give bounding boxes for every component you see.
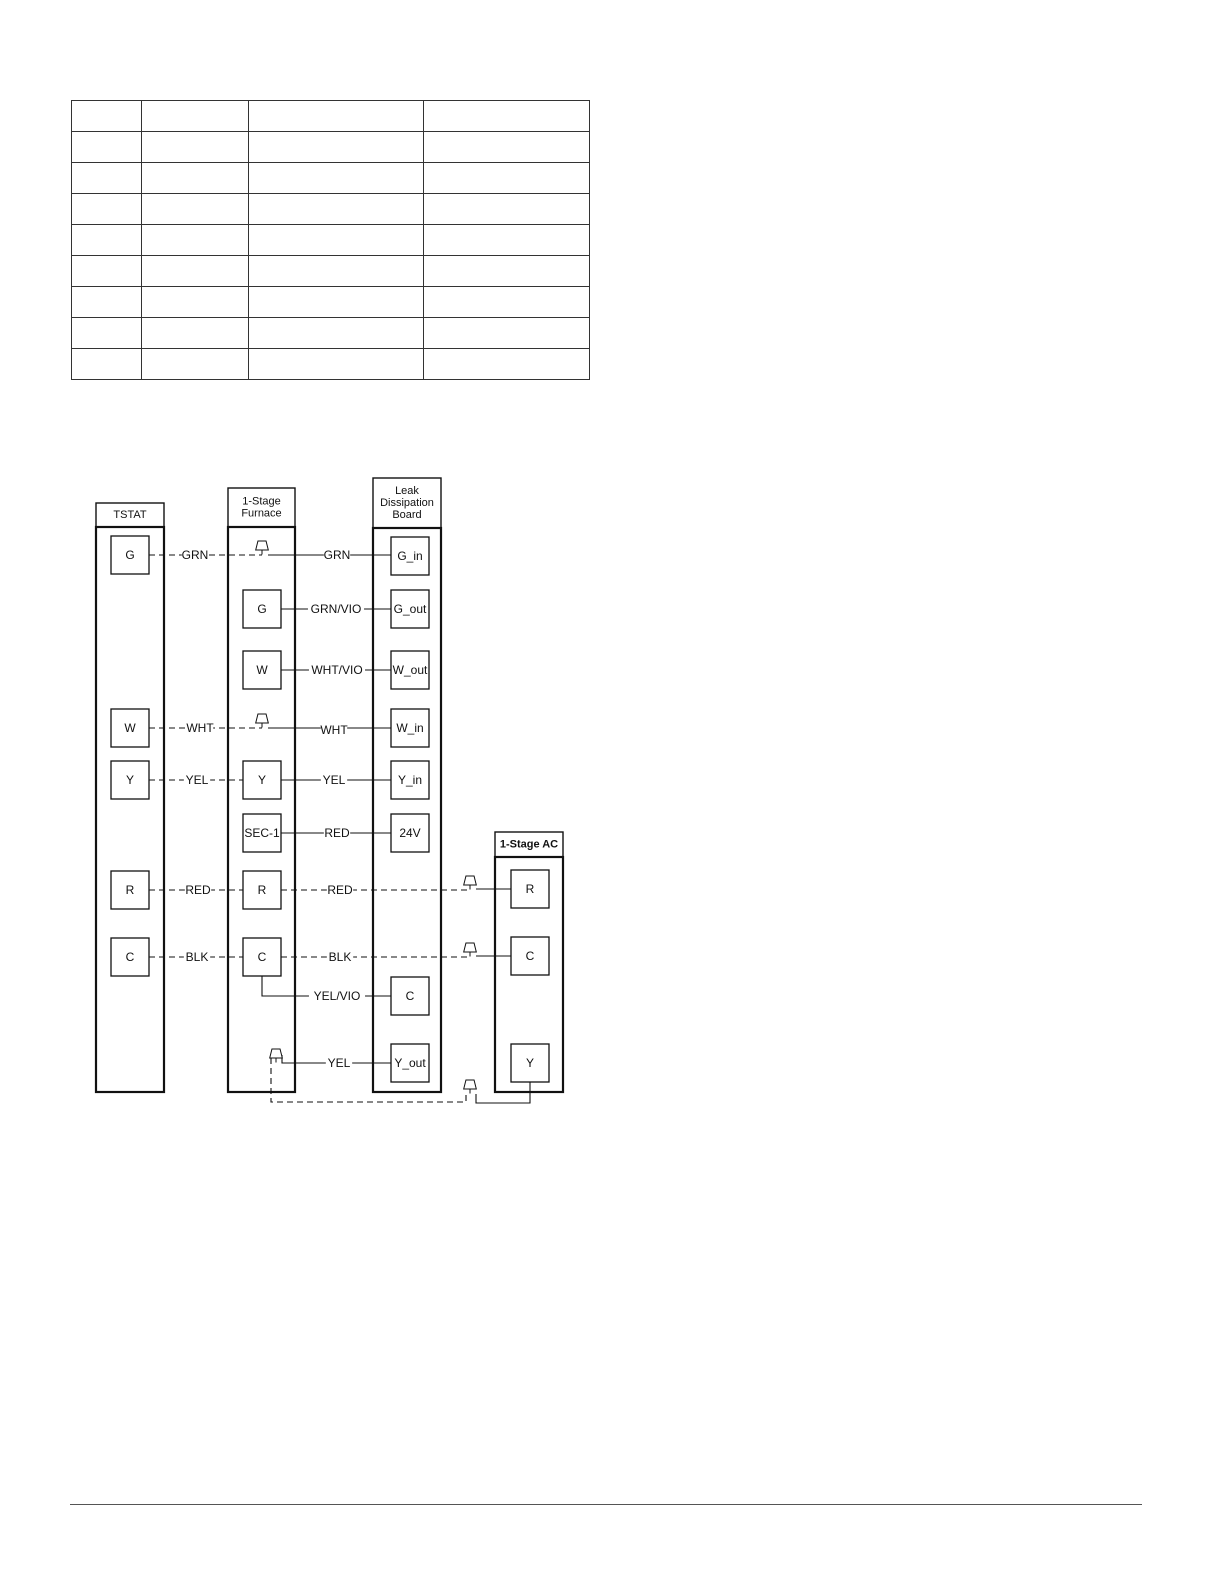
terminal-label: R [525,882,535,896]
terminal-label: C [405,989,415,1003]
column-label-furnace: 1-Stage [242,495,281,508]
terminal-label: C [257,950,267,964]
wire-connector [270,1049,283,1058]
diagram-1stage-furnace-ac [96,478,563,1103]
terminal-label: W_out [392,663,428,677]
terminal-label: G [125,548,135,562]
wire-label: WHT/VIO [311,663,363,677]
wire-label: BLK [328,950,352,964]
terminal-label: SEC-1 [244,826,280,840]
column-label-furnace: Furnace [241,507,282,520]
wire-label: GRN [181,548,209,562]
column-label-outdoor: 1-Stage AC [499,838,559,851]
wire-label: RED [185,883,211,897]
terminal-label: Y [257,773,267,787]
wire-label: YEL [185,773,209,787]
wire-label: YEL/VIO [313,989,361,1003]
column-label-ldb: Leak [395,485,419,497]
wire-label: RED [324,826,350,840]
terminal-label: W [124,721,136,735]
wire-label: GRN [323,548,351,562]
wire-connector [464,1080,477,1089]
terminal-label: 24V [399,826,421,840]
wire-label: BLK [185,950,209,964]
wire-label: RED [327,883,353,897]
terminal-label: Y [125,773,135,787]
terminal-label: C [525,949,535,963]
wire-label: WHT [320,723,348,737]
wire-connector [256,714,269,723]
terminal-label: G_out [393,602,427,616]
terminal-label: Y_out [394,1056,426,1070]
wire-connector [256,541,269,550]
terminal-label: G_in [397,549,423,563]
terminal-label: Y [525,1056,535,1070]
wire-connector [464,943,477,952]
wire-connector [464,876,477,885]
terminal-label: C [125,950,135,964]
wire-label: YEL [322,773,346,787]
footer-rule [70,1504,1142,1505]
column-label-ldb: Dissipation [380,497,434,509]
terminal-label: W [256,663,268,677]
column-body-tstat [96,527,164,1092]
terminal-label: R [125,883,135,897]
terminal-label: W_in [396,721,424,735]
wire-label: WHT [186,721,214,735]
wire-label: GRN/VIO [310,602,362,616]
terminal-label: R [257,883,267,897]
column-label-ldb: Board [392,509,422,521]
terminal-label: Y_in [397,773,423,787]
wire-label: YEL [327,1056,351,1070]
terminal-label: G [257,602,267,616]
column-label-tstat: TSTAT [113,509,147,521]
